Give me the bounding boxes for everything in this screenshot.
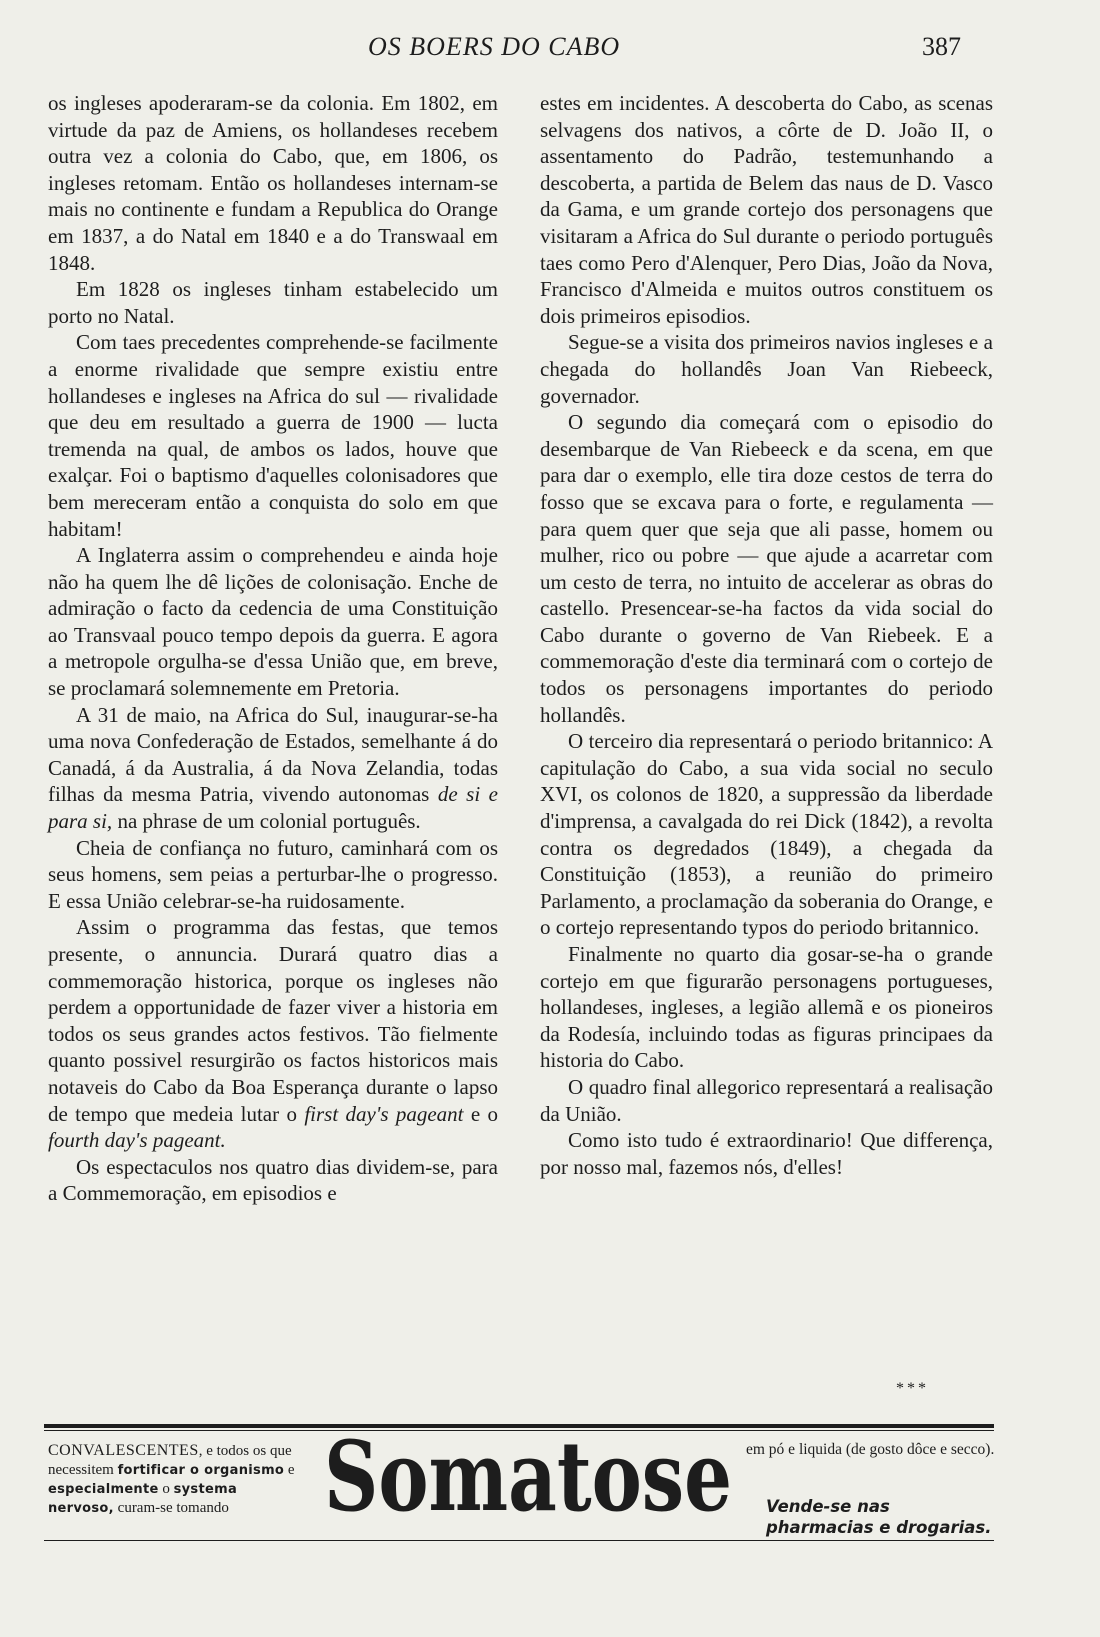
advert-text: e bbox=[284, 1462, 295, 1478]
advert-bold: fortificar o organismo bbox=[117, 1463, 285, 1478]
paragraph: Segue-se a visita dos primeiros navios ingleses e a chegada do hollandês Joan Van Riebeeck, governador. bbox=[540, 330, 993, 408]
paragraph: O quadro final allegorico representará a realisação da União. bbox=[540, 1074, 993, 1126]
paragraph bbox=[48, 702, 498, 835]
advert-bottom-rule bbox=[44, 1540, 994, 1541]
advert-text: o bbox=[158, 1481, 174, 1497]
advert-left-text bbox=[48, 1441, 303, 1518]
paragraph: O segundo dia começará com o episodio do desembarque de Van Riebeeck e da scena, em que para dar o exemplo, elle tira doze cestos de terra do fosso que se excava para o forte, e regulamenta — para quem quer que seja que ali passe, homem ou mulher, rico ou pobre — que ajude a acarretar com um cesto de terra, no intuito de accelerar as obras do castello. Presencear-se-ha factos da vida social do Cabo durante o governo de Van Riebeek. E a commemoração d'este dia terminará com o cortejo de todos os personagens importantes do periodo hollandês. bbox=[540, 410, 993, 727]
advert-availability: Vende-se nas pharmacias e drogarias. bbox=[766, 1497, 992, 1537]
paragraph: Finalmente no quarto dia gosar-se-ha o grande cortejo em que figurarão personagens portugueses, hollandeses, ingleses, a legião allemã e os pioneiros da Rodesía, incluindo todas as figuras principaes da historia do Cabo. bbox=[540, 942, 993, 1073]
paragraph-text: na phrase de um colonial português. bbox=[112, 809, 421, 834]
section-end-mark: *** bbox=[896, 1380, 929, 1397]
paragraph: Como isto tudo é extraordinario! Que differença, por nosso mal, fazemos nós, d'elles! bbox=[540, 1128, 993, 1179]
italic-phrase: fourth day's pageant. bbox=[48, 1128, 226, 1153]
advert-text: curam-se tomando bbox=[113, 1500, 229, 1516]
brand-name: Somatose bbox=[324, 1420, 732, 1533]
advert-product-forms: em pó e liquida (de gosto dôce e secco). bbox=[746, 1441, 995, 1458]
paragraph: Cheia de confiança no futuro, caminhará com os seus homens, sem peias a perturbar-lhe o progresso. E essa União celebrar-se-ha ruidosamente. bbox=[48, 835, 498, 913]
paragraph: O terceiro dia representará o periodo britannico: A capitulação do Cabo, a sua vida social no seculo XVI, os colonos de 1820, a suppressão da liberdade d'imprensa, a cavalgada do rei Dick (1842), a revolta contra os degredados (1849), a chegada da Constituição (1853), a reunião do primeiro Parlamento, a proclamação da soberania do Orange, e o cortejo representando typos do periodo britannico. bbox=[540, 729, 993, 940]
advert-caps: CONVALESCENTES bbox=[48, 1442, 199, 1459]
advert-bold: especialmente bbox=[48, 1482, 159, 1497]
left-column bbox=[48, 90, 498, 1207]
paragraph-text: e o bbox=[463, 1101, 499, 1126]
paragraph: Em 1828 os ingleses tinham estabelecido um porto no Natal. bbox=[48, 277, 498, 328]
advert-text: , e todos os que necessitem bbox=[48, 1443, 292, 1478]
paragraph bbox=[48, 914, 498, 1153]
somatose-logo bbox=[318, 1418, 738, 1538]
running-header bbox=[0, 32, 1100, 72]
paragraph: os ingleses apoderaram-se da colonia. Em 1802, em virtude da paz de Amiens, os hollandeses recebem outra vez a colonia do Cabo, que, em 1806, os ingleses retomam. Então os hollandeses internam-se mais no continente e fundam a Republica do Orange em 1837, a do Natal em 1840 e a do Transwaal em 1848. bbox=[48, 91, 498, 275]
paragraph: Com taes precedentes comprehende-se facilmente a enorme rivalidade que sempre existiu entre hollandeses e ingleses na Africa do sul — rivalidade que deu em resultado a guerra de 1900 — lucta tremenda na qual, de ambos os lados, houve que exalçar. Foi o baptismo d'aquelles colonisadores que bem mereceram então a conquista do solo em que habitam! bbox=[48, 330, 498, 541]
page-number: 387 bbox=[922, 32, 961, 61]
paragraph-text: A 31 de maio, na Africa do Sul, inaugurar-se-ha uma nova Confederação de Estados, semelhante á do Canadá, á da Australia, á da Nova Zelandia, todas filhas da mesma Patria, vivendo autonomas bbox=[48, 702, 498, 807]
italic-phrase: de si e para si, bbox=[48, 782, 498, 834]
right-column bbox=[540, 90, 993, 1180]
paragraph: A Inglaterra assim o comprehendeu e ainda hoje não ha quem lhe dê lições de colonisação. Enche de admiração o facto da cedencia de uma Constituição ao Transvaal pouco tempo depois da guerra. E agora a metropole orgulha-se d'essa União que, em breve, se proclamará solemnemente em Pretoria. bbox=[48, 543, 498, 701]
paragraph: estes em incidentes. A descoberta do Cabo, as scenas selvagens dos nativos, a côrte de D. João II, o assentamento do Padrão, testemunhando a descoberta, a partida de Belem das naus de D. Vasco da Gama, e um grande cortejo dos personagens que visitaram a Africa do Sul durante o periodo português taes como Pero d'Alenquer, Pero Dias, João da Nova, Francisco d'Almeida e muitos outros constituem os dois primeiros episodios. bbox=[540, 91, 993, 328]
paragraph: Os espectaculos nos quatro dias dividem-se, para a Commemoração, em episodios e bbox=[48, 1154, 498, 1206]
italic-phrase: first day's pageant bbox=[304, 1101, 464, 1126]
paragraph-text: Assim o programma das festas, que temos presente, o annuncia. Durará quatro dias a commemoração historica, porque os ingleses não perdem a opportunidade de fazer viver a historia em todos os seus grandes actos festivos. Tão fielmente quanto possivel resurgirão os factos historicos mais notaveis do Cabo da Boa Esperança durante o lapso de tempo que medeia lutar o bbox=[48, 915, 498, 1126]
advert-bold: systema nervoso, bbox=[48, 1482, 238, 1516]
running-title: OS BOERS DO CABO bbox=[368, 32, 621, 61]
